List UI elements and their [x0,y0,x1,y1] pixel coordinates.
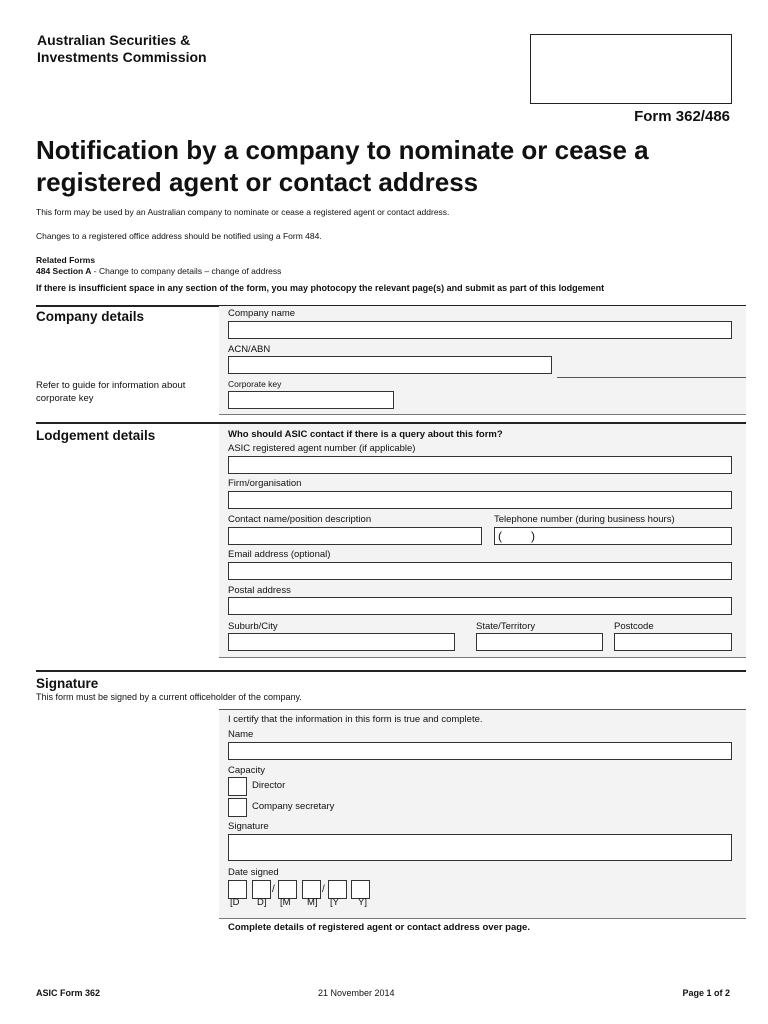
agent-number-field[interactable] [228,456,732,474]
email-label: Email address (optional) [228,549,331,560]
corporate-key-note-line-2: corporate key [36,393,94,404]
company-name-label: Company name [228,308,296,319]
state-field[interactable] [476,633,603,651]
form-number: Form 362/486 [634,108,730,125]
acn-divider [557,377,746,378]
signature-section-rule [36,670,746,672]
page-title [36,134,736,198]
organisation-name [37,32,207,66]
acn-field[interactable] [228,356,552,374]
date-hint-y1: [Y [330,897,339,908]
footer-page-number: Page 1 of 2 [682,988,730,998]
postal-address-label: Postal address [228,585,291,596]
state-label: State/Territory [476,621,536,632]
area-code-close: ) [531,529,535,543]
signature-field[interactable] [228,834,732,861]
related-forms-heading: Related Forms [36,255,96,265]
signature-heading: Signature [36,676,99,691]
signatory-name-label: Name [228,729,254,740]
related-form-entry [36,266,281,276]
telephone-label: Telephone number (during business hours) [494,514,675,525]
contact-name-field[interactable] [228,527,482,545]
corporate-key-note [36,379,185,405]
footer-date: 21 November 2014 [318,988,395,998]
company-name-field[interactable] [228,321,732,339]
date-hint-m1: [M [280,897,291,908]
certify-statement: I certify that the information in this form is true and complete. [228,714,483,725]
suburb-field[interactable] [228,633,455,651]
org-line-2: Investments Commission [37,49,207,65]
firm-label: Firm/organisation [228,478,302,489]
postcode-label: Postcode [614,621,654,632]
acn-label: ACN/ABN [228,344,271,355]
signature-subtitle: This form must be signed by a current officeholder of the company. [36,692,302,702]
company-secretary-label: Company secretary [252,801,335,812]
corporate-key-note-line-1: Refer to guide for information about [36,380,186,391]
email-field[interactable] [228,562,732,580]
area-code-open: ( [498,529,502,543]
postal-address-field[interactable] [228,597,732,615]
date-hint-y2: Y] [358,897,367,908]
director-checkbox[interactable] [228,777,247,796]
corporate-key-field[interactable] [228,391,394,409]
title-line-2: registered agent or contact address [36,167,479,197]
telephone-field[interactable] [494,527,732,545]
date-slash-1: / [272,884,275,895]
office-use-box [530,34,732,104]
date-hint-m2: M] [307,897,318,908]
signatory-name-field[interactable] [228,742,732,760]
title-line-1: Notification by a company to nominate or cease a [36,135,649,165]
capacity-label: Capacity [228,765,265,776]
intro-line-2: Changes to a registered office address should be notified using a Form 484. [36,231,322,241]
date-signed-label: Date signed [228,867,279,878]
company-details-heading: Company details [36,309,145,324]
signature-panel [219,709,746,919]
over-page-note: Complete details of registered agent or contact address over page. [228,922,530,933]
intro-line-1: This form may be used by an Australian company to nominate or cease a registered agent or contact address. [36,207,450,217]
related-form-code: 484 Section A [36,266,92,276]
agent-number-label: ASIC registered agent number (if applicable) [228,443,416,454]
company-secretary-checkbox[interactable] [228,798,247,817]
contact-name-label: Contact name/position description [228,514,372,525]
space-note: If there is insufficient space in any section of the form, you may photocopy the relevant page(s) and submit as part of this lodgement [36,283,605,293]
date-slash-2: / [322,884,325,895]
related-form-desc: - Change to company details – change of address [91,266,282,276]
lodgement-details-heading: Lodgement details [36,428,156,443]
date-hint-d1: [D [230,897,240,908]
corporate-key-label: Corporate key [228,379,282,389]
suburb-label: Suburb/City [228,621,278,632]
contact-question: Who should ASIC contact if there is a query about this form? [228,429,503,440]
firm-field[interactable] [228,491,732,509]
signature-label: Signature [228,821,269,832]
postcode-field[interactable] [614,633,732,651]
director-label: Director [252,780,286,791]
footer-form-name: ASIC Form 362 [36,988,101,998]
org-line-1: Australian Securities & [37,32,191,48]
date-hint-d2: D] [257,897,267,908]
